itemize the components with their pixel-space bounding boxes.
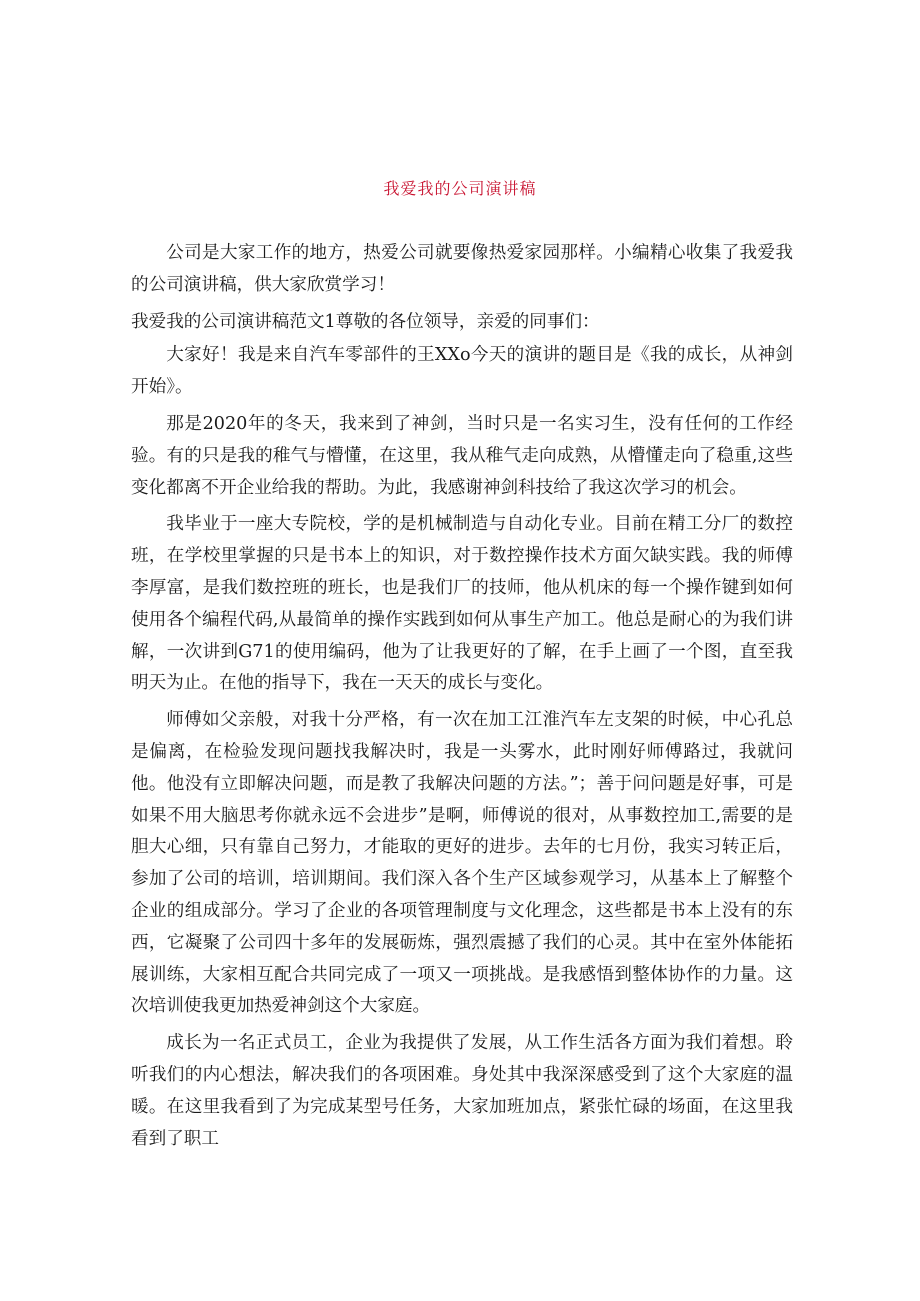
paragraph-salutation: 我爱我的公司演讲稿范文1尊敬的各位领导，亲爱的同事们： xyxy=(131,311,600,332)
paragraph-winter: 那是2020年的冬天，我来到了神剑，当时只是一名实习生，没有任何的工作经验。有的只是我的稚气与懵懂，在这里，我从稚气走向成熟，从懵懂走向了稳重,这些变化都离不开企业给我的帮助。为此，我感谢神剑科技给了我这次学习的机会。 xyxy=(131,413,793,498)
paragraph-master: 师傅如父亲般，对我十分严格，有一次在加工江淮汽车左支架的时候，中心孔总是偏离，在检验发现问题找我解决时，我是一头雾水，此时刚好师傅路过，我就问他。他没有立即解决问题，而是教了我解决问题的方法。”；善于问问题是好事，可是如果不用大脑思考你就永远不会进步”是啊，师傅说的很对，从事数控加工,需要的是胆大心细，只有靠自己努力，才能取的更好的进步。去年的七月份，我实习转正后，参加了公司的培训，培训期间。我们深入各个生产区域参观学习，从基本上了解整个企业的组成部分。学习了企业的各项管理制度与文化理念，这些都是书本上没有的东西，它凝聚了公司四十多年的发展砺炼，强烈震撼了我们的心灵。其中在室外体能拓展训练，大家相互配合共同完成了一项又一项挑战。是我感悟到整体协作的力量。这次培训使我更加热爱神剑这个大家庭。 xyxy=(131,710,793,1017)
paragraph-graduation: 我毕业于一座大专院校，学的是机械制造与自动化专业。目前在精工分厂的数控班，在学校里掌握的只是书本上的知识，对于数控操作技术方面欠缺实践。我的师傅李厚富，是我们数控班的班长，也是我们厂的技师，他从机床的每一个操作键到如何使用各个编程代码,从最简单的操作实践到如何从事生产加工。他总是耐心的为我们讲解，一次讲到G71的使用编码，他为了让我更好的了解，在手上画了一个图，直至我明天为止。在他的指导下，我在一天天的成长与变化。 xyxy=(131,514,793,694)
paragraph-greeting: 大家好！我是来自汽车零部件的王XXo今天的演讲的题目是《我的成长，从神剑开始》。 xyxy=(131,345,793,398)
paragraph-growth: 成长为一名正式员工，企业为我提供了发展，从工作生活各方面为我们着想。聆听我们的内心想法，解决我们的各项困难。身处其中我深深感受到了这个大家庭的温暖。在这里我看到了为完成某型号任务，大家加班加点，紧张忙碌的场面，在这里我看到了职工 xyxy=(131,1033,793,1149)
document-title: 我爱我的公司演讲稿 xyxy=(383,179,537,198)
document-body xyxy=(131,238,793,1160)
paragraph-intro: 公司是大家工作的地方，热爱公司就要像热爱家园那样。小编精心收集了我爱我的公司演讲稿，供大家欣赏学习！ xyxy=(131,243,793,295)
